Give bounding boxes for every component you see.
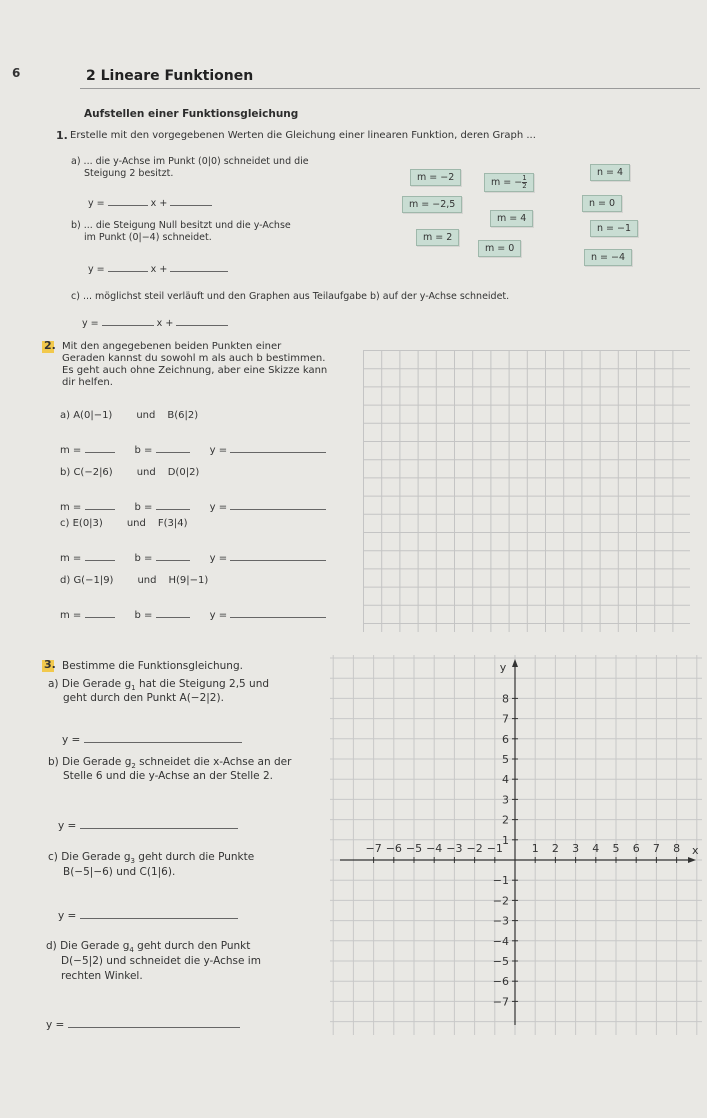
value-card[interactable]: n = 4 (590, 164, 630, 181)
x-tick-label: 8 (673, 842, 681, 855)
y-tick-label: 3 (502, 793, 509, 807)
value-card[interactable]: m = − $\frac{1}{2}$ (484, 173, 534, 192)
task2-item-points: b) C(−2|6) und D(0|2) (60, 467, 200, 478)
task2-item-points: a) A(0|−1) und B(6|2) (60, 410, 199, 421)
y-equals-label: y = (88, 198, 105, 209)
answer-blank-m[interactable] (102, 316, 154, 326)
answer-blank-m[interactable] (85, 500, 115, 510)
y-tick-label: 2 (502, 813, 509, 827)
task3-b-line2: Stelle 6 und die y-Achse an der Stelle 2. (63, 770, 273, 782)
value-card[interactable]: m = 2 (416, 229, 459, 246)
task3-c-answer: y = (58, 909, 238, 922)
answer-blank-y[interactable] (230, 500, 326, 510)
task2-intro-3: Es geht auch ohne Zeichnung, aber eine Skizze kann (62, 365, 328, 376)
x-axis-arrow (688, 857, 696, 863)
task3-d-line3: rechten Winkel. (61, 970, 143, 982)
value-card[interactable]: m = 0 (478, 240, 521, 257)
task1-c-equation (82, 316, 228, 329)
y-equals-label: y = (88, 264, 105, 275)
answer-blank-m[interactable] (85, 551, 115, 561)
page-number: 6 (12, 66, 21, 80)
answer-blank-y[interactable] (230, 443, 326, 453)
x-tick-label: 7 (652, 842, 660, 855)
y-equals-label: y = (82, 318, 99, 329)
answer-blank-y[interactable] (230, 551, 326, 561)
task2-item-answers: m = b = y = (60, 551, 326, 564)
answer-blank-b[interactable] (156, 608, 190, 618)
answer-blank[interactable] (80, 909, 238, 919)
y-tick-label: −2 (492, 894, 509, 908)
x-tick-label: 3 (572, 842, 580, 855)
task3-a-answer: y = (62, 733, 242, 746)
task1-number: 1. (56, 129, 68, 142)
x-plus-label: x + (150, 264, 168, 275)
task2-item-answers: m = b = y = (60, 608, 326, 621)
task3-b-line1: b) Die Gerade $g_2$ schneidet die x-Achse an der (48, 756, 292, 771)
x-tick-label: −1 (486, 842, 503, 855)
chapter-title: 2 Lineare Funktionen (86, 68, 254, 84)
y-tick-label: −5 (492, 955, 509, 968)
answer-blank-y[interactable] (230, 608, 326, 618)
section-title: Aufstellen einer Funktionsgleichung (84, 108, 299, 120)
y-tick-label: 7 (502, 712, 509, 726)
x-axis-label: x (692, 844, 699, 857)
task1-c-line: c) ... möglichst steil verläuft und den Graphen aus Teilaufgabe b) auf der y-Achse schneidet. (71, 291, 510, 302)
answer-blank-n[interactable] (170, 196, 212, 206)
value-card[interactable]: m = 4 (490, 210, 533, 227)
answer-blank[interactable] (68, 1018, 240, 1028)
answer-blank-m[interactable] (85, 608, 115, 618)
coordinate-system[interactable] (330, 655, 702, 1035)
y-axis-label: y (499, 661, 507, 674)
task1-b-line2: im Punkt (0|−4) schneidet. (84, 232, 212, 243)
answer-blank-b[interactable] (156, 500, 190, 510)
x-plus-label: x + (150, 198, 168, 209)
task1-b-line1: b) ... die Steigung Null besitzt und die y-Achse (71, 220, 291, 231)
x-tick-label: −3 (446, 842, 463, 855)
task3-b-answer: y = (58, 819, 238, 832)
answer-blank[interactable] (84, 733, 242, 743)
task3-d-line1: d) Die Gerade $g_4$ geht durch den Punkt (46, 940, 251, 955)
y-tick-label: −4 (492, 934, 509, 948)
y-tick-label: −7 (492, 995, 509, 1009)
fraction: $\frac{1}{2}$ (522, 174, 527, 190)
task1-a-line1: a) ... die y-Achse im Punkt (0|0) schneidet und die (71, 156, 309, 167)
task3-title: Bestimme die Funktionsgleichung. (62, 660, 243, 672)
answer-blank-m[interactable] (85, 443, 115, 453)
value-card[interactable]: m = −2,5 (402, 196, 462, 213)
answer-blank-b[interactable] (156, 443, 190, 453)
y-axis-arrow (512, 659, 518, 667)
x-tick-label: −2 (466, 842, 483, 855)
task3-c-line1: c) Die Gerade $g_3$ geht durch die Punkte (48, 851, 255, 866)
task1-a-line2: Steigung 2 besitzt. (84, 168, 174, 179)
task2-intro-1: Mit den angegebenen beiden Punkten einer (62, 341, 282, 352)
answer-blank-b[interactable] (156, 551, 190, 561)
answer-blank-m[interactable] (108, 196, 148, 206)
y-tick-label: 5 (502, 753, 509, 766)
y-tick-label: 4 (502, 773, 509, 787)
task2-item-answers: m = b = y = (60, 500, 326, 513)
value-card[interactable]: m = −2 (410, 169, 461, 186)
y-tick-label: 6 (502, 732, 509, 746)
x-tick-label: −7 (365, 842, 382, 855)
task1-b-equation (88, 262, 228, 275)
x-tick-label: 4 (592, 842, 600, 855)
y-tick-label: 1 (502, 833, 509, 847)
task2-intro-4: dir helfen. (62, 377, 113, 388)
value-card[interactable]: n = −4 (584, 249, 632, 266)
answer-blank[interactable] (80, 819, 238, 829)
task3-c-line2: B(−5|−6) und C(1|6). (63, 866, 176, 878)
x-tick-label: 6 (632, 842, 640, 855)
x-tick-label: 1 (531, 842, 539, 855)
x-plus-label: x + (156, 318, 174, 329)
x-tick-label: −4 (426, 842, 443, 855)
chapter-rule (80, 88, 700, 89)
answer-blank-n[interactable] (170, 262, 228, 272)
x-tick-label: −5 (405, 842, 423, 855)
task1-a-equation (88, 196, 212, 209)
task3-d-answer: y = (46, 1018, 240, 1031)
value-card[interactable]: n = 0 (582, 195, 622, 212)
x-tick-label: 2 (551, 842, 559, 855)
task2-item-points: c) E(0|3) und F(3|4) (60, 518, 188, 529)
answer-blank-m[interactable] (108, 262, 148, 272)
answer-blank-n[interactable] (176, 316, 228, 326)
task2-intro-2: Geraden kannst du sowohl m als auch b bestimmen. (62, 353, 326, 364)
y-tick-label: −1 (492, 874, 509, 888)
value-card[interactable]: n = −1 (590, 220, 638, 237)
x-tick-label: 5 (612, 842, 620, 855)
task3-a-line2: geht durch den Punkt A(−2|2). (63, 692, 224, 704)
task2-item-answers: m = b = y = (60, 443, 326, 456)
task2-item-points: d) G(−1|9) und H(9|−1) (60, 575, 209, 586)
y-tick-label: −6 (492, 975, 509, 989)
task3-a-line1: a) Die Gerade $g_1$ hat die Steigung 2,5 und (48, 678, 270, 693)
y-tick-label: 8 (502, 692, 509, 706)
task3-d-line2: D(−5|2) und schneidet die y-Achse im (61, 955, 261, 967)
task3-number: 3. (44, 658, 56, 671)
task2-sketch-grid[interactable] (363, 350, 690, 632)
task1-intro: Erstelle mit den vorgegebenen Werten die Gleichung einer linearen Funktion, deren Graph ... (70, 130, 536, 141)
x-tick-label: −6 (385, 842, 402, 855)
y-tick-label: −3 (492, 914, 509, 928)
task2-number: 2. (44, 339, 56, 352)
